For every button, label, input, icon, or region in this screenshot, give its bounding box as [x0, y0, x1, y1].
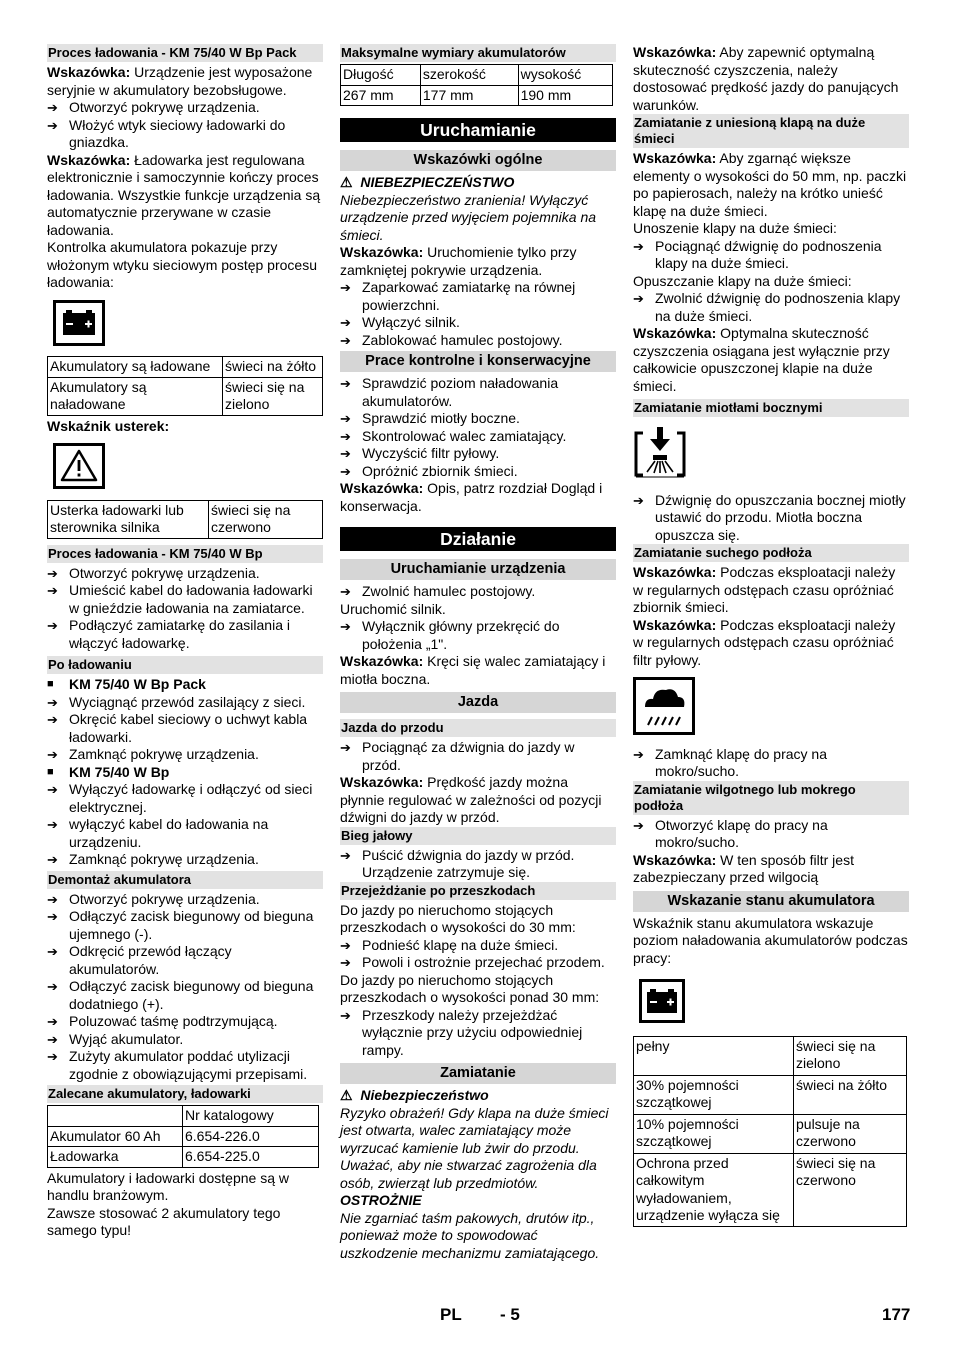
section-heading: Zamiatanie wilgotnego lub mokrego podłoża — [633, 781, 909, 815]
arrow-icon: ➔ — [633, 817, 644, 833]
arrow-icon: ➔ — [47, 852, 58, 867]
column-3 — [633, 44, 909, 1229]
section-heading: Zamiatanie z uniesioną klapą na duże śmieci — [633, 114, 909, 148]
step: ➔ Puścić dźwignia do jazdy w przód. Urządzenie zatrzymuje się. — [340, 846, 575, 880]
step: ➔ Zwolnić hamulec postojowy. — [340, 583, 536, 599]
page-number: 177 — [882, 1305, 911, 1324]
arrow-icon: ➔ — [47, 979, 58, 994]
section-heading: Jazda — [340, 692, 616, 713]
step: ➔ Zablokować hamulec postojowy. — [340, 331, 563, 348]
step: ➔ Pociągnąć za dźwignia do jazdy w przód. — [340, 739, 575, 773]
step: ➔ wyłączyć kabel do ładowania na urządzeniu. — [47, 816, 269, 850]
side-broom-lower-icon — [633, 425, 909, 486]
note: Wskazówka: Aby zgarnąć większe elementy o wysokości do 50 mm, np. paczki po papierosach, należy na krótko unieść klapę na duże śmieci. — [633, 150, 907, 219]
paragraph: Do jazdy po nieruchomo stojących przeszkodach o wysokości do 30 mm: — [340, 901, 576, 935]
section-heading: Wskazanie stanu akumulatora — [633, 891, 909, 912]
column-1 — [47, 44, 323, 1240]
section-heading: Zamiatanie suchego podłoża — [633, 544, 909, 562]
arrow-icon: ➔ — [340, 332, 351, 348]
step: ➔ Zwolnić dźwignię do podnoszenia klapy na duże śmieci. — [633, 290, 901, 324]
section-heading: Maksymalne wymiary akumulatorów — [340, 44, 616, 62]
warning-triangle-icon: ⚠ — [340, 1087, 353, 1103]
arrow-icon: ➔ — [340, 376, 351, 391]
warning-triangle-icon: ⚠ — [340, 174, 353, 190]
recommended-table — [47, 1105, 319, 1168]
arrow-icon: ➔ — [47, 694, 58, 710]
arrow-icon: ➔ — [633, 291, 644, 306]
section-heading: Demontaż akumulatora — [47, 871, 323, 889]
arrow-icon: ➔ — [47, 100, 58, 115]
arrow-icon: ➔ — [340, 740, 351, 755]
arrow-icon: ➔ — [633, 238, 644, 254]
step: ➔ Przeszkody należy przejeżdżać wyłącznie przy użyciu odpowiedniej rampy. — [340, 1006, 583, 1058]
note: Wskazówka: W ten sposób filtr jest zabezpieczany przed wilgocią — [633, 851, 854, 885]
local-page-number: - 5 — [500, 1305, 520, 1324]
section-heading: Prace kontrolne i konserwacyjne — [340, 351, 616, 372]
battery-icon — [639, 979, 909, 1028]
note: Wskazówka: Uruchomienie tylko przy zamkniętej pokrywie urządzenia. — [340, 244, 577, 278]
step: ➔ Wyłączyć ładowarkę i odłączyć od sieci elektrycznej. — [47, 781, 313, 815]
arrow-icon: ➔ — [633, 492, 644, 508]
fault-indicator-label: Wskaźnik usterek: — [47, 417, 170, 434]
warning-icon — [53, 443, 323, 494]
note: Wskazówka: Podczas eksploatacji należy w regularnych odstępach czasu opróżniać zbiornik śmieci. — [633, 564, 896, 615]
step: ➔ Wyłącznik główny przekręcić do położenia „1". — [340, 618, 560, 652]
table-row: Ładowarka 6.654-225.0 — [48, 1147, 319, 1168]
danger-title: ⚠ NIEBEZPIECZEŃSTWO — [340, 174, 515, 190]
arrow-icon: ➔ — [47, 891, 58, 907]
step: ➔ Wyłączyć silnik. — [340, 314, 460, 330]
danger-title: ⚠ Niebezpieczeństwo — [340, 1087, 489, 1103]
dimensions-table — [340, 64, 613, 106]
table-row: 30% pojemności szczątkowej świeci na żółto — [634, 1075, 907, 1114]
step: ➔ Odkręcić przewód łączący akumulatorów. — [47, 943, 232, 977]
danger-text: Ryzyko obrażeń! Gdy klapa na duże śmieci jest otwarta, walec zamiatający może wyrzucać kamienie lub żwir do przodu. Uważać, aby nie stwarzać zagrożenia dla osób, zwierząt lub przedmiotów. — [340, 1104, 609, 1191]
arrow-icon: ➔ — [47, 1031, 58, 1047]
arrow-icon: ➔ — [340, 411, 351, 426]
step: ➔ Pociągnąć dźwignię do podnoszenia klapy na duże śmieci. — [633, 237, 882, 271]
danger-text: Niebezpieczeństwo zranienia! Wyłączyć urządzenie przed wyjęciem pojemnika na śmieci. — [340, 191, 597, 243]
table-row: 267 mm 177 mm 190 mm — [341, 85, 613, 106]
step: ➔ Opróżnić zbiornik śmieci. — [340, 462, 518, 479]
table-row: Akumulatory są naładowane świeci się na zielono — [48, 377, 323, 415]
step: ➔ Otworzyć pokrywę urządzenia. — [47, 99, 260, 115]
table-row: Usterka ładowarki lub sterownika silnika świeci się na czerwono — [48, 500, 323, 538]
arrow-icon: ➔ — [47, 712, 58, 727]
step: ➔ Wyczyścić filtr pyłowy. — [340, 445, 500, 461]
fault-table — [47, 500, 323, 539]
battery-charge-table — [47, 356, 323, 416]
arrow-icon: ➔ — [47, 1049, 58, 1064]
note: Wskazówka: Aby zapewnić optymalną skuteczność czyszczenia, należy dostosować prędkość jazdy do panujących warunków. — [633, 44, 899, 113]
note: Wskazówka: Podczas eksploatacji należy w regularnych odstępach czasu opróżniać filtr pyłowy. — [633, 616, 896, 668]
step: ➔ Podłączyć zamiatarkę do zasilania i włączyć ładowarkę. — [47, 617, 290, 651]
arrow-icon: ➔ — [47, 117, 58, 133]
wet-dry-flap-icon — [633, 677, 909, 740]
model-item: ■ KM 75/40 W Bp Pack — [47, 676, 206, 692]
step: ➔ Włożyć wtyk sieciowy ładowarki do gniazdka. — [47, 116, 286, 150]
arrow-icon: ➔ — [340, 463, 351, 479]
step: ➔ Poluzować taśmę podtrzymującą. — [47, 1013, 278, 1029]
arrow-icon: ➔ — [340, 955, 351, 970]
paragraph: Opuszczanie klapy na duże śmieci: — [633, 272, 852, 289]
table-row: Akumulator 60 Ah 6.654-226.0 — [48, 1126, 319, 1147]
section-heading: Zamiatanie — [340, 1063, 616, 1084]
arrow-icon: ➔ — [47, 944, 58, 959]
step: ➔ Podnieść klapę na duże śmieci. — [340, 936, 559, 953]
step: ➔ Zamknąć pokrywę urządzenia. — [47, 746, 259, 762]
step: ➔ Wyjąć akumulator. — [47, 1030, 184, 1047]
arrow-icon: ➔ — [47, 817, 58, 832]
step: ➔ Zamknąć pokrywę urządzenia. — [47, 851, 259, 867]
note: Wskazówka: Prędkość jazdy można płynnie regulować w zależności od pozycji dźwigni do jazdy w przód. — [340, 774, 602, 825]
paragraph: Uruchomić silnik. — [340, 600, 446, 617]
arrow-icon: ➔ — [47, 583, 58, 598]
square-bullet-icon: ■ — [47, 765, 54, 778]
section-heading: Zalecane akumulatory, ładowarki — [47, 1085, 323, 1103]
note: Wskazówka: Urządzenie jest wyposażone seryjnie w akumulatory bezobsługowe. — [47, 64, 313, 98]
step: ➔ Wyciągnąć przewód zasilający z sieci. — [47, 693, 306, 710]
column-2 — [340, 44, 616, 1262]
note: Wskazówka: Optymalna skuteczność czyszczenia osiągana jest wyłącznie przy całkowicie opuszczonej klapie na duże śmieci. — [633, 325, 890, 394]
arrow-icon: ➔ — [633, 746, 644, 762]
arrow-icon: ➔ — [340, 446, 351, 461]
section-heading: Zamiatanie miotłami bocznymi — [633, 399, 909, 417]
table-row: Długość szerokość wysokość — [341, 65, 613, 86]
arrow-icon: ➔ — [47, 618, 58, 633]
section-heading: Proces ładowania - KM 75/40 W Bp Pack — [47, 44, 323, 62]
section-heading: Przejeżdżanie po przeszkodach — [340, 882, 616, 900]
battery-icon — [53, 300, 323, 351]
paragraph: Do jazdy po nieruchomo stojących przeszkodach o wysokości ponad 30 mm: — [340, 971, 600, 1005]
step: ➔ Zużyty akumulator poddać utylizacji zgodnie z obowiązującymi przepisami. — [47, 1048, 308, 1082]
step: ➔ Otworzyć pokrywę urządzenia. — [47, 564, 260, 581]
step: ➔ Zamknąć klapę do pracy na mokro/sucho. — [633, 745, 827, 779]
step: ➔ Dźwignię do opuszczania bocznej miotły ustawić do przodu. Miotła boczna opuszcza się. — [633, 491, 906, 543]
table-row: Akumulatory są ładowane świeci na żółto — [48, 357, 323, 378]
caution-title: OSTROŻNIE — [340, 1192, 422, 1208]
paragraph: Zawsze stosować 2 akumulatory tego samego typu! — [47, 1204, 281, 1238]
step: ➔ Sprawdzić poziom naładowania akumulatorów. — [340, 375, 559, 409]
step: ➔ Otworzyć klapę do pracy na mokro/sucho. — [633, 816, 828, 850]
paragraph: Wskaźnik stanu akumulatora wskazuje poziom naładowania akumulatorów podczas pracy: — [633, 914, 908, 966]
chapter-heading: Działanie — [340, 527, 616, 551]
step: ➔ Zaparkować zamiatarkę na równej powierzchni. — [340, 279, 576, 313]
table-row: pełny świeci się na zielono — [634, 1036, 907, 1075]
paragraph: Kontrolka akumulatora pokazuje przy włożonym wtyku sieciowym postęp procesu ładowania: — [47, 239, 317, 290]
section-heading: Jazda do przodu — [340, 719, 616, 737]
step: ➔ Umieścić kabel do ładowania ładowarki w gnieździe ładowania na zamiatarce. — [47, 582, 313, 616]
section-heading: Proces ładowania - KM 75/40 W Bp — [47, 545, 323, 563]
note: Wskazówka: Ładowarka jest regulowana elektronicznie i samoczynnie kończy proces ładowania. Wszystkie funkcje urządzenia są automatycznie przerywane w czasie ładowania. — [47, 151, 321, 238]
caution-text: Nie zgarniać taśm pakowych, drutów itp., ponieważ może to spowodować uszkodzenie mechanizmu zamiatającego. — [340, 1209, 600, 1261]
step: ➔ Odłączyć zacisk biegunowy od bieguna dodatniego (+). — [47, 978, 314, 1012]
note: Wskazówka: Opis, patrz rozdział Dogląd i konserwacja. — [340, 480, 603, 514]
arrow-icon: ➔ — [340, 847, 351, 863]
table-row: Nr katalogowy — [48, 1106, 319, 1127]
arrow-icon: ➔ — [340, 584, 351, 599]
arrow-icon: ➔ — [340, 315, 351, 330]
section-heading: Po ładowaniu — [47, 656, 323, 674]
battery-status-table — [633, 1036, 907, 1227]
step: ➔ Okręcić kabel sieciowy o uchwyt kabla ładowarki. — [47, 711, 308, 745]
arrow-icon: ➔ — [47, 909, 58, 924]
arrow-icon: ➔ — [340, 937, 351, 953]
step: ➔ Powoli i ostrożnie przejechać przodem. — [340, 954, 605, 970]
language-code: PL — [440, 1305, 462, 1324]
step: ➔ Sprawdzić miotły boczne. — [340, 410, 520, 426]
note: Wskazówka: Kręci się walec zamiatający i miotła boczna. — [340, 653, 606, 687]
step: ➔ Odłączyć zacisk biegunowy od bieguna ujemnego (-). — [47, 908, 314, 942]
paragraph: Unoszenie klapy na duże śmieci: — [633, 220, 837, 236]
square-bullet-icon: ■ — [47, 678, 54, 690]
arrow-icon: ➔ — [47, 565, 58, 581]
section-heading: Wskazówki ogólne — [340, 150, 616, 171]
section-heading: Bieg jałowy — [340, 827, 616, 845]
paragraph: Akumulatory i ładowarki dostępne są w handlu branżowym. — [47, 1169, 290, 1203]
arrow-icon: ➔ — [340, 428, 351, 444]
arrow-icon: ➔ — [47, 1014, 58, 1029]
footer — [0, 1306, 954, 1330]
arrow-icon: ➔ — [340, 619, 351, 634]
arrow-icon: ➔ — [47, 782, 58, 797]
arrow-icon: ➔ — [47, 747, 58, 762]
model-item: ■ KM 75/40 W Bp — [47, 763, 170, 780]
table-row: 10% pojemności szczątkowej pulsuje na czerwono — [634, 1114, 907, 1153]
chapter-heading: Uruchamianie — [340, 118, 616, 142]
step: ➔ Otworzyć pokrywę urządzenia. — [47, 890, 260, 907]
table-row: Ochrona przed całkowitym wyładowaniem, urządzenie wyłącza się świeci się na czerwono — [634, 1153, 907, 1226]
step: ➔ Skontrolować walec zamiatający. — [340, 427, 567, 444]
section-heading: Uruchamianie urządzenia — [340, 559, 616, 580]
arrow-icon: ➔ — [340, 1007, 351, 1023]
arrow-icon: ➔ — [340, 280, 351, 295]
